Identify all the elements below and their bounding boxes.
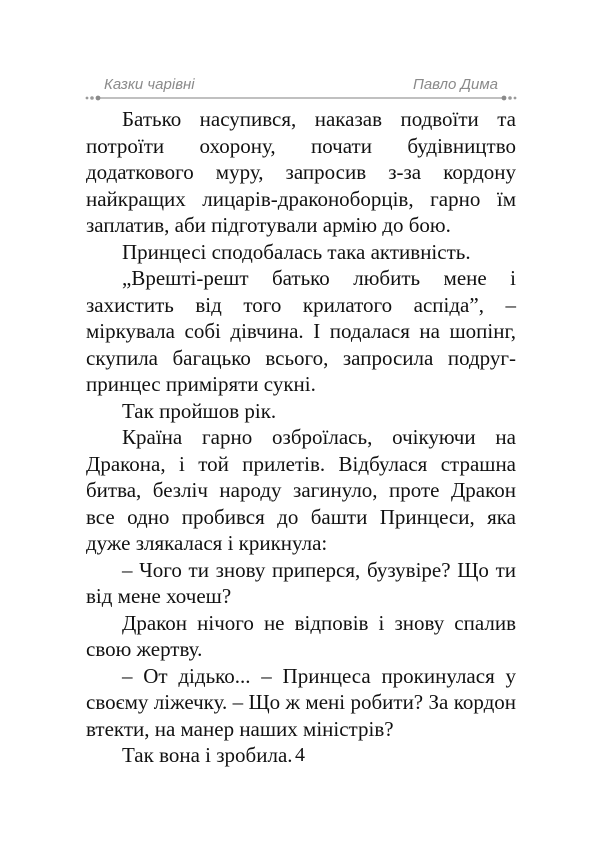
running-header bbox=[84, 72, 518, 102]
paragraph: Батько насупився, наказав подвоїти та потроїти охорону, почати будівництво додаткового муру, запросив з-за кордону найкращих лицарів-драконоборців, гарно їм заплатив, аби підготували армію до бою. bbox=[86, 107, 516, 237]
header-book-title: Казки чарівні bbox=[104, 76, 195, 93]
page-number: 4 bbox=[295, 744, 305, 766]
paragraph: Дракон нічого не відповів і знову спалив свою жертву. bbox=[86, 610, 516, 661]
header-author: Павло Дима bbox=[412, 76, 498, 93]
header-ornament-rule bbox=[84, 94, 518, 102]
paragraph: Так вона і зробила. bbox=[122, 743, 293, 767]
paragraph: Так пройшов рік. bbox=[122, 398, 277, 423]
paragraph: Принцесі сподобалась така активність. bbox=[122, 239, 471, 264]
paragraph: „Врешті-решт батько любить мене і захистить від того крилатого аспіда”, – міркувала собі дівчина. І подалася на шопінг, скупила багацько всього, запросила подруг-принцес приміряти сукні. bbox=[86, 266, 516, 396]
dialogue-line: – Чого ти знову приперся, бузувіре? Що ти від мене хочеш? bbox=[86, 557, 516, 608]
paragraph: Країна гарно озброїлась, очікуючи на Дракона, і той прилетів. Відбулася страшна битва, безліч народу загинуло, проте Дракон все одно пробився до башти Принцеси, яка дуже злякалася і крикнула: bbox=[86, 425, 516, 555]
dialogue-line: – От дідько... – Принцеса прокинулася у своєму ліжечку. – Що ж мені робити? За кордон втекти, на манер наших міністрів? bbox=[86, 663, 516, 741]
body-text bbox=[86, 106, 516, 769]
